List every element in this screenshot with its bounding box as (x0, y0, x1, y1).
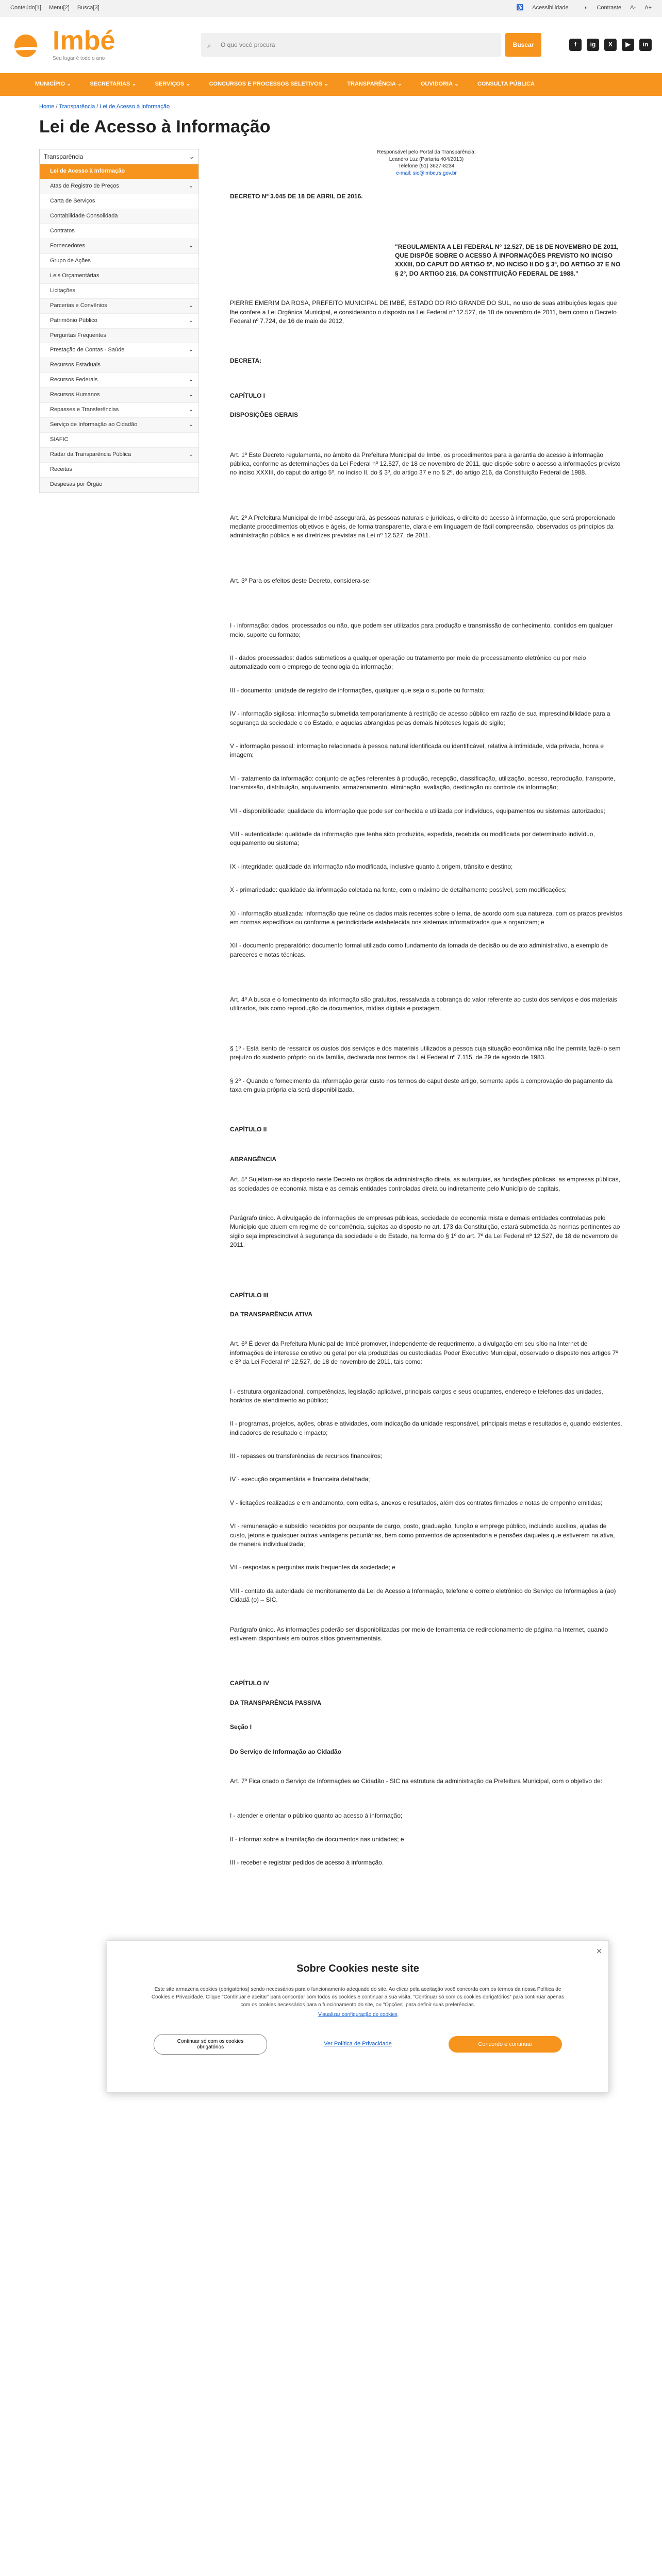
nav-municipio[interactable]: MUNICÍPIO ⌄ (35, 81, 72, 88)
breadcrumb: Home / Transparência / Lei de Acesso à Informação (39, 104, 170, 110)
chapter-3: CAPÍTULO III (230, 1291, 269, 1299)
article-6: Art. 6º É dever da Prefeitura Municipal de Imbé promover, independente de requerimento, a divulgação em seu sítio na Internet de informações de interesse coletivo ou geral por ela produzidas ou custodiadas Poder Executivo Municipal, observado o disposto nos artigos 7º e 8º da Lei Federal nº 12.527, de 18 de novembro de 2011, tais como: (230, 1340, 618, 1366)
email-link[interactable]: e-mail: sic@imbe.rs.gov.br (396, 170, 457, 176)
youtube-icon[interactable]: ▶ (622, 39, 634, 51)
sidebar-item[interactable]: Recursos Estaduais (40, 358, 198, 373)
sidebar-item[interactable]: Contratos (40, 224, 198, 239)
active-item-v: V - licitações realizadas e em andamento, com editais, anexos e resultados, além dos contratos firmados e notas de empenho emitidas; (230, 1499, 603, 1506)
chevron-down-icon: ⌄ (188, 451, 193, 458)
chevron-down-icon: ⌄ (188, 421, 193, 428)
linkedin-icon[interactable]: in (639, 39, 652, 51)
sidebar-item[interactable]: SIAFIC (40, 433, 198, 448)
sidebar-list (39, 164, 199, 493)
top-utility-bar (0, 0, 662, 16)
accessibility-link[interactable]: ♿ Acessibilidade (516, 4, 569, 11)
social-links (569, 39, 652, 51)
chapter-3-title: DA TRANSPARÊNCIA ATIVA (230, 1310, 312, 1318)
chevron-down-icon: ⌄ (188, 377, 193, 383)
item-i: I - informação: dados, processados ou não, que podem ser utilizados para produção e transmissão de conhecimento, contidos em qualquer meio, suporte ou formato; (230, 622, 613, 638)
cookie-title: Sobre Cookies neste site (296, 1963, 419, 1974)
breadcrumb-transparencia[interactable]: Transparência (59, 104, 95, 110)
preamble: PIERRE EMERIM DA ROSA, PREFEITO MUNICIPAL DE IMBÉ, ESTADO DO RIO GRANDE DO SUL, no uso de suas atribuições legais que lhe confere a Lei Orgânica Municipal, e considerando o disposto na Lei Federal nº 12.527, de 18 de novembro de 2011, bem como o Decreto Federal nº 7.724, de 16 de maio de 2012, (230, 299, 617, 325)
responsible-info: Responsável pelo Portal da Transparência: Leandro Luz (Portaria 404/2013) Telefone (51) 3627-8234 e-mail: sic@imbe.rs.gov.br (230, 149, 623, 177)
sidebar-item[interactable]: Serviço de Informação ao Cidadão ⌄ (40, 418, 198, 433)
skip-content-link[interactable]: Conteúdo[1] (10, 4, 41, 11)
active-item-ii: II - programas, projetos, ações, obras e atividades, com indicação da unidade responsável, principais metas e resultados e, quando existentes, indicadores de resultado e impacto; (230, 1420, 622, 1436)
nav-ouvidoria[interactable]: OUVIDORIA ⌄ (420, 81, 459, 88)
article-1: Art. 1º Este Decreto regulamenta, no âmbito da Prefeitura Municipal de Imbé, os procedimentos para a garantia do acesso à informação pública, conforme as determinações da Lei Federal nº 12.527, de 18 de novembro de 2011, que dispõe sobre o acesso a informações previsto no inciso XXXIII, do caput do artigo 5º, no inciso II, do § 3º, do artigo 37 e no § 2º, do artigo 216, da Constituição Federal de 1988. (230, 451, 621, 477)
chevron-down-icon: ⌄ (188, 392, 193, 398)
sic-item-i: I - atender e orientar o público quanto ao acesso à informação; (230, 1812, 403, 1820)
item-iii: III - documento: unidade de registro de informações, qualquer que seja o suporte ou formato; (230, 686, 485, 694)
decree-ementa: "REGULAMENTA A LEI FEDERAL Nº 12.527, DE 18 DE NOVEMBRO DE 2011, QUE DISPÕE SOBRE O ACESSO À INFORMAÇÕES PREVISTO NO INCISO XXXIII, DO CAPUT DO ARTIGO 5º, NO INCISO II DO § 3º, DO ARTIGO 37 E NO § 2º, DO ARTIGO 216, DA CONSTITUIÇÃO FEDERAL DE 1988." (395, 243, 621, 277)
page-title: Lei de Acesso à Informação (39, 116, 271, 137)
cookie-consent-modal (107, 1940, 609, 2093)
article-7: Art. 7º Fica criado o Serviço de Informações ao Cidadão - SIC na estrutura da administração da Prefeitura Municipal, com o objetivo de: (230, 1777, 603, 1785)
sidebar-dropdown[interactable]: Transparência ⌄ (39, 149, 199, 164)
article-5-paragraph: Parágrafo único. A divulgação de informações de empresas públicas, sociedade de economia mista e demais entidades controladas pelo Município que atuem em regime de concorrência, sujeitas ao disposto no art. 173 da Constituição, estará submetida às normas pertinentes ao sigilo seja imprescindível à segurança da sociedade e do Estado, na forma do § 1º do art. 7º da Lei Federal nº 12.527, de 18 de novembro de 2011. (230, 1214, 620, 1249)
nav-concursos[interactable]: CONCURSOS E PROCESSOS SELETIVOS ⌄ (209, 81, 329, 88)
privacy-policy-link[interactable]: Ver Política de Privacidade (324, 2041, 392, 2047)
sidebar-item[interactable]: Contabilidade Consolidada (40, 209, 198, 224)
sidebar-item[interactable]: Licitações (40, 284, 198, 299)
font-decrease-button[interactable]: A- (630, 4, 636, 11)
item-ii: II - dados processados: dados submetidos a qualquer operação ou tratamento por meio de processamento eletrônico ou por meio automatizado com o emprego de tecnologia da informação; (230, 654, 586, 671)
sidebar-item[interactable]: Recursos Humanos ⌄ (40, 388, 198, 403)
nav-secretarias[interactable]: SECRETARIAS ⌄ (90, 81, 137, 88)
nav-consulta-publica[interactable]: CONSULTA PÚBLICA (477, 81, 535, 88)
article-3: Art. 3º Para os efeitos deste Decreto, considera-se: (230, 577, 371, 584)
sidebar-item[interactable]: Lei de Acesso à Informação (40, 164, 198, 179)
section-1: Seção I (230, 1723, 252, 1731)
article-5: Art. 5º Sujeitam-se ao disposto neste Decreto os órgãos da administração direta, as autarquias, as fundações públicas, as empresas públicas, as sociedades de economia mista e as demais entidades controladas direta ou indiretamente pelo Município de capitais, (230, 1176, 620, 1192)
cookie-accept-button[interactable]: Concordo e continuar (449, 2036, 562, 2053)
chevron-down-icon: ⌄ (188, 347, 193, 353)
chevron-down-icon: ⌄ (189, 152, 194, 160)
contrast-icon: ◐ (584, 4, 588, 11)
chevron-down-icon: ⌄ (188, 406, 193, 413)
sidebar (39, 149, 199, 1882)
chapter-4: CAPÍTULO IV (230, 1680, 270, 1687)
item-v: V - informação pessoal: informação relacionada à pessoa natural identificada ou identificável, relativa à intimidade, vida privada, honra e imagem; (230, 742, 604, 759)
sidebar-item[interactable]: Leis Orçamentárias (40, 269, 198, 284)
brand-header (0, 16, 662, 73)
sidebar-item[interactable]: Grupo de Ações (40, 254, 198, 269)
sic-item-ii: II - informar sobre a tramitação de documentos nas unidades; e (230, 1835, 404, 1843)
active-item-vii: VII - respostas a perguntas mais frequentes da sociedade; e (230, 1564, 395, 1571)
sidebar-item[interactable]: Carta de Serviços (40, 194, 198, 209)
sidebar-item[interactable]: Parcerias e Convênios ⌄ (40, 299, 198, 314)
sidebar-item[interactable]: Radar da Transparência Pública ⌄ (40, 448, 198, 463)
item-x: X - primariedade: qualidade da informação coletada na fonte, com o máximo de detalhamento possível, sem modificações; (230, 886, 567, 894)
paragraph-1: § 1º - Está isento de ressarcir os custos dos serviços e dos materiais utilizados a pessoa cuja situação econômica não lhe permita fazê-lo sem prejuízo do sustento próprio ou da família, declarada nos termos da Lei Federal nº 7.115, de 29 de agosto de 1983. (230, 1044, 621, 1061)
item-xii: XII - documento preparatório: documento formal utilizado como fundamento da tomada de decisão ou de ato administrativo, a exemplo de pareceres e notas técnicas. (230, 942, 608, 958)
item-xi: XI - informação atualizada: informação que reúne os dados mais recentes sobre o tema, de acordo com sua natureza, com os prazos previstos em normas específicas ou conforme a periodicidade estabelecida nos sistemas informatizados que a organizam; e (230, 909, 623, 926)
search-icon: ⌕ (207, 41, 211, 49)
chapter-1: CAPÍTULO I (230, 392, 265, 399)
chevron-down-icon: ⌄ (188, 242, 193, 249)
skip-search-link[interactable]: Busca[3] (77, 4, 100, 11)
active-item-vi: VI - remuneração e subsídio recebidos por ocupante de cargo, posto, graduação, função e emprego público, incluindo auxílios, ajudas de custo, jetons e quaisquer outras vantagens pecuniárias, bem como proventos de aposentadoria e pensões daqueles que estiverem na ativa, de maneira individualizada; (230, 1522, 615, 1548)
article-6-paragraph: Parágrafo único. As informações poderão ser disponibilizadas por meio de ferramenta de redirecionamento de página na Internet, quando estiverem disponíveis em outros sítios governamentais. (230, 1625, 608, 1642)
active-item-iii: III - repasses ou transferências de recursos financeiros; (230, 1452, 383, 1460)
cookie-settings-link[interactable]: Visualizar configuração de cookies (318, 2012, 398, 2018)
item-viii: VIII - autenticidade: qualidade da informação que tenha sido produzida, expedida, recebida ou modificada por determinado indivíduo, equipamento ou sistema; (230, 830, 595, 847)
facebook-icon[interactable]: f (569, 39, 582, 51)
article-2: Art. 2º A Prefeitura Municipal de Imbé assegurará, às pessoas naturais e jurídicas, o direito de acesso à informação, que será proporcionado mediante procedimentos objetivos e ágeis, de forma transparente, clara e em linguagem de fácil compreensão, observados os princípios da administração pública e as diretrizes previstas na Lei nº 12.527, de 2011. (230, 514, 616, 539)
item-vi: VI - tratamento da informação: conjunto de ações referentes à produção, recepção, classificação, utilização, acesso, reprodução, transporte, transmissão, distribuição, arquivamento, armazenamento, eliminação, avaliação, destinação ou controle da informação; (230, 774, 616, 791)
chapter-4-title: DA TRANSPARÊNCIA PASSIVA (230, 1699, 322, 1706)
sidebar-item[interactable]: Fornecedores ⌄ (40, 239, 198, 254)
search-button[interactable]: Buscar (505, 33, 541, 57)
sidebar-item[interactable]: Atas de Registro de Preços ⌄ (40, 179, 198, 194)
chapter-2-title: ABRANGÊNCIA (230, 1155, 276, 1163)
search-form (201, 33, 541, 57)
x-twitter-icon[interactable]: X (604, 39, 617, 51)
breadcrumb-current[interactable]: Lei de Acesso à Informação (100, 104, 170, 110)
accessibility-icon: ♿ (516, 4, 524, 11)
sidebar-item[interactable]: Prestação de Contas - Saúde ⌄ (40, 343, 198, 358)
main-content (230, 149, 623, 1882)
site-logo[interactable] (10, 27, 186, 63)
sidebar-item[interactable]: Patrimônio Público ⌄ (40, 314, 198, 329)
nav-transparencia[interactable]: TRANSPARÊNCIA ⌄ (347, 81, 402, 88)
main-nav (0, 73, 662, 96)
active-item-i: I - estrutura organizacional, competências, legislação aplicável, principais cargos e seus ocupantes, endereço e telefones das unidades, horários de atendimento ao público; (230, 1387, 603, 1404)
sidebar-item[interactable]: Receitas (40, 463, 198, 478)
nav-servicos[interactable]: SERVIÇOS ⌄ (155, 81, 191, 88)
paragraph-2: § 2º - Quando o fornecimento da informação gerar custo nos termos do caput deste artigo, somente após a comprovação do pagamento da taxa em guia própria ela será disponibilizada. (230, 1077, 613, 1094)
cookie-required-button[interactable]: Continuar só com os cookies obrigatórios (154, 2034, 267, 2055)
sidebar-item[interactable]: Recursos Federais ⌄ (40, 373, 198, 388)
breadcrumb-home[interactable]: Home (39, 104, 55, 110)
article-4: Art. 4º A busca e o fornecimento da informação são gratuitos, ressalvada a cobrança do valor referente ao custo dos serviços e dos materiais utilizados, tais como reprodução de documentos, mídias digitais e postagem. (230, 996, 617, 1012)
item-iv: IV - informação sigilosa: informação submetida temporariamente à restrição de acesso público em razão de sua imprescindibilidade para a segurança da sociedade e do Estado, e aquelas abrangidas pelas demais hipóteses legais de sigilo; (230, 710, 610, 726)
sidebar-item[interactable]: Repasses e Transferências ⌄ (40, 403, 198, 418)
decree-title: DECRETO Nº 3.045 DE 18 DE ABRIL DE 2016. (230, 193, 363, 200)
font-increase-button[interactable]: A+ (644, 4, 652, 11)
chevron-down-icon: ⌄ (188, 183, 193, 190)
sun-wave-logo-icon (10, 30, 48, 59)
active-item-iv: IV - execução orçamentária e financeira detalhada; (230, 1476, 370, 1483)
chapter-1-title: DISPOSIÇÕES GERAIS (230, 411, 299, 419)
logo-wordmark: Imbé (53, 25, 115, 56)
contrast-toggle[interactable]: ◐ Contraste (584, 4, 622, 11)
active-item-viii: VIII - contato da autoridade de monitoramento da Lei de Acesso à Informação, telefone e correio eletrônico do Serviço de Informações à (ao) Cidadã (o) – SIC. (230, 1587, 616, 1604)
sidebar-item[interactable]: Perguntas Frequentes (40, 329, 198, 344)
cookie-body: Este site armazena cookies (obrigatórios) sendo necessários para o funcionamento adequado do site. Ao clicar pela aceitação você concorda com os termos da nossa Política de Cookies e Privacidade. Clique "Continuar e aceitar" para concordar com todos os cookies e continuar a sua visita, "Continuar só com os cookies obrigatórios" para continuar apenas com os cookies necessários para o funcionamento do site, ou "Opções" para definir suas preferências. (151, 1987, 565, 2008)
section-1-title: Do Serviço de Informação ao Cidadão (230, 1748, 342, 1755)
chapter-2: CAPÍTULO II (230, 1126, 267, 1133)
sic-item-iii: III - receber e registrar pedidos de acesso à informação. (230, 1859, 384, 1867)
item-vii: VII - disponibilidade: qualidade da informação que pode ser conhecida e utilizada por indivíduos, equipamentos ou sistemas autorizados; (230, 807, 605, 815)
main-layout (0, 149, 662, 1902)
chevron-down-icon: ⌄ (188, 302, 193, 309)
instagram-icon[interactable]: ig (587, 39, 599, 51)
skip-menu-link[interactable]: Menu[2] (49, 4, 70, 11)
decreta: DECRETA: (230, 357, 262, 365)
logo-tagline: Seu lugar é todo o ano (53, 55, 105, 61)
sidebar-item[interactable]: Despesas por Órgão (40, 478, 198, 493)
close-icon[interactable]: ✕ (596, 1947, 602, 1955)
search-input[interactable] (201, 33, 501, 57)
chevron-down-icon: ⌄ (188, 317, 193, 324)
item-ix: IX - integridade: qualidade da informação não modificada, inclusive quanto à origem, trânsito e destino; (230, 862, 513, 870)
